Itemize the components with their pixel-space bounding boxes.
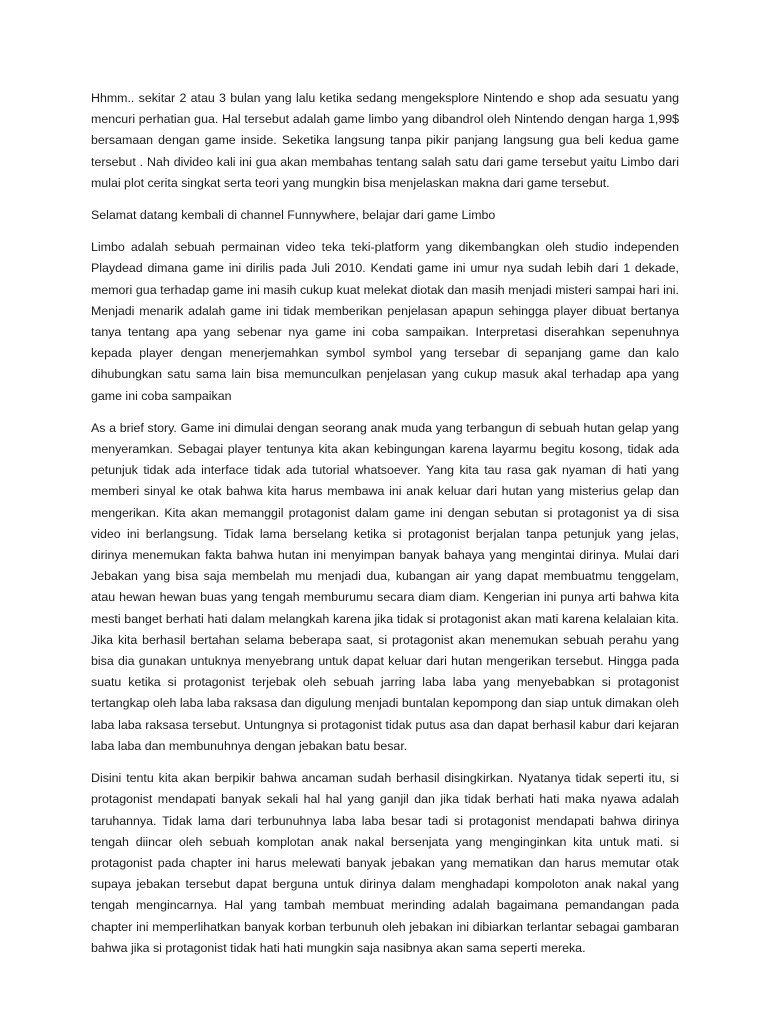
paragraph-about-limbo: Limbo adalah sebuah permainan video teka teki-platform yang dikembangkan oleh studio independen Playdead dimana game ini dirilis pada Juli 2010. Kendati game ini umur nya sudah lebih dari 1 dekade, memori gua terhadap game ini masih cukup kuat melekat diotak dan masih menjadi misteri sampai hari ini. Menjadi menarik adalah game ini tidak memberikan penjelasan apapun sehingga player dibuat bertanya tanya tentang apa yang sebenar nya game ini coba sampaikan. Interpretasi diserahkan sepenuhnya kepada player dengan menerjemahkan symbol symbol yang tersebar di sepanjang game dan kalo dihubungkan satu sama lain bisa memunculkan penjelasan yang cukup masuk akal terhadap apa yang game ini coba sampaikan <box>91 240 679 403</box>
paragraph-threat: Disini tentu kita akan berpikir bahwa ancaman sudah berhasil disingkirkan. Nyatanya tidak seperti itu, si protagonist mendapati banyak sekali hal hal yang ganjil dan jika tidak berhati hati maka nyawa adalah taruhannya. Tidak lama dari terbunuhnya laba laba besar tadi si protagonist mendapati bahwa dirinya tengah diincar oleh sebuah komplotan anak nakal bersenjata yang menginginkan kita untuk mati. si protagonist pada chapter ini harus melewati banyak jebakan yang mematikan dan harus memutar otak supaya jebakan tersebut dapat berguna untuk dirinya dalam menghadapi kompoloton anak nakal yang tengah mengincarnya. Hal yang tambah membuat merinding adalah bagaimana pemandangan pada chapter ini memperlihatkan banyak korban terbunuh oleh jebakan ini dibiarkan terlantar sebagai gambaran bahwa jika si protagonist tidak hati hati mungkin saja nasibnya akan sama seperti mereka. <box>91 771 679 955</box>
paragraph-brief-story: As a brief story. Game ini dimulai dengan seorang anak muda yang terbangun di sebuah hutan gelap yang menyeramkan. Sebagai player tentunya kita akan kebingungan karena layarmu begitu kosong, tidak ada petunjuk tidak ada interface tidak ada tutorial whatsoever. Yang kita tau rasa gak nyaman di hati yang memberi sinyal ke otak bahwa kita harus membawa ini anak keluar dari hutan yang misterius gelap dan mengerikan. Kita akan memanggil protagonist dalam game ini dengan sebutan si protagonist ya di sisa video ini berlangsung. Tidak lama berselang ketika si protagonist berjalan tanpa petunjuk yang jelas, dirinya menemukan fakta bahwa hutan ini menyimpan banyak bahaya yang mengintai dirinya. Mulai dari Jebakan yang bisa saja membelah mu menjadi dua, kubangan air yang dapat membuatmu tenggelam, atau hewan hewan buas yang tengah memburumu secara diam diam. Kengerian ini punya arti bahwa kita mesti banget berhati hati dalam melangkah karena jika tidak si protagonist akan mati karena kelalaian kita. Jika kita berhasil bertahan selama beberapa saat, si protagonist akan menemukan sebuah perahu yang bisa dia gunakan untuknya menyebrang untuk dapat keluar dari hutan mengerikan tersebut. Hingga pada suatu ketika si protagonist terjebak oleh sebuah jarring laba laba yang menyebabkan si protagonist tertangkap oleh laba laba raksasa dan digulung menjadi buntalan kepompong dan siap untuk dimakan oleh laba laba raksasa tersebut. Untungnya si protagonist tidak putus asa dan dapat berhasil kabur dari kejaran laba laba dan membunuhnya dengan jebakan batu besar. <box>91 420 679 753</box>
paragraph-greeting: Selamat datang kembali di channel Funnywhere, belajar dari game Limbo <box>91 208 496 223</box>
document-body <box>91 88 679 959</box>
paragraph-intro: Hhmm.. sekitar 2 atau 3 bulan yang lalu ketika sedang mengeksplore Nintendo e shop ada sesuatu yang mencuri perhatian gua. Hal tersebut adalah game limbo yang dibandrol oleh Nintendo dengan harga 1,99$ bersamaan dengan game inside. Seketika langsung tanpa pikir panjang langsung gua beli kedua game tersebut . Nah divideo kali ini gua akan membahas tentang salah satu dari game tersebut yaitu Limbo dari mulai plot cerita singkat serta teori yang mungkin bisa menjelaskan makna dari game tersebut. <box>91 91 679 190</box>
